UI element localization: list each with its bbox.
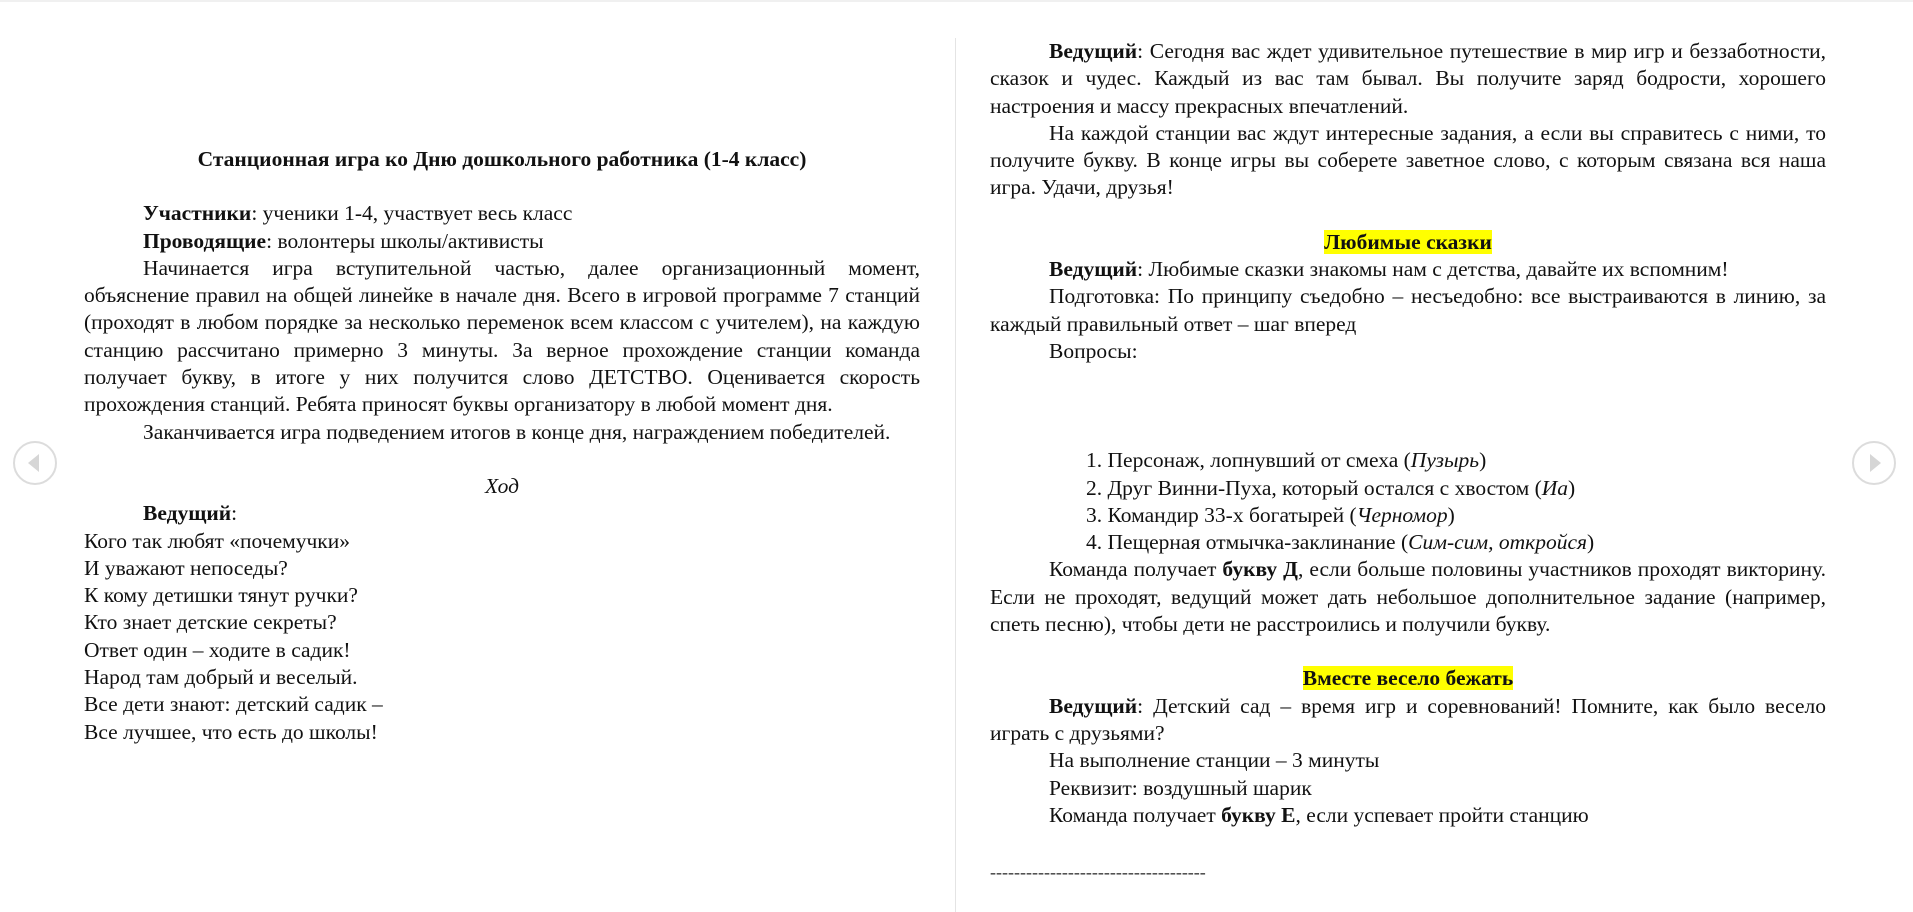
poem — [84, 528, 920, 746]
host-label: Ведущий — [1049, 39, 1138, 63]
list-item — [990, 502, 1826, 529]
result-after: , если успевает пройти станцию — [1295, 802, 1589, 827]
result-letter: букву Д — [1222, 557, 1298, 582]
previous-page-button[interactable] — [13, 441, 57, 485]
station2-host-text: : Детский сад – время игр и соревнований! Помните, как было весело играть с друзьями? — [990, 693, 1826, 745]
station1-questions-list — [990, 447, 1826, 556]
list-item — [990, 529, 1826, 556]
question-close: ) — [1479, 448, 1487, 473]
host-intro-line — [84, 500, 920, 527]
station1-host-text: : Любимые сказки знакомы нам с детства, давайте их вспомним! — [1137, 257, 1729, 282]
participants-line — [84, 200, 920, 227]
question-text: Командир 33-х богатырей ( — [1107, 502, 1357, 527]
section-heading: Ход — [484, 473, 520, 498]
poem-line: Народ там добрый и веселый. — [84, 665, 358, 690]
question-number: 1. — [1086, 448, 1103, 473]
stations-paragraph: На каждой станции вас ждут интересные задания, а если вы справитесь с ними, то получите букву. В конце игры вы соберете заветное слово, с которым связана вся наша игра. Удачи, друзья! — [990, 120, 1826, 200]
station1-questions-label: Вопросы: — [1049, 338, 1138, 363]
station2-props: Реквизит: воздушный шарик — [1049, 775, 1312, 800]
footnote-separator: ------------------------------------ — [990, 862, 1206, 883]
greeting-text: : Сегодня вас ждет удивительное путешествие в мир игр и беззаботности, сказок и чудес. Каждый из вас там бывал. Вы получите заряд бодрости, хорошего настроения и массу прекрасных впечатлений. — [990, 39, 1826, 118]
intro-paragraph: Начинается игра вступительной частью, далее организационный момент, объяснение правил на общей линейке в начале дня. Всего в игровой программе 7 станций (проходят в любом порядке за несколько переменок всем классом с учителем), на каждую станцию рассчитано примерно 3 минуты. За верное прохождение станции команда получает букву, в итоге у них получится слово ДЕТСТВО. Оценивается скорость прохождения станций. Ребята приносят буквы организатору в любой момент дня. — [84, 255, 920, 417]
host-label: Ведущий — [143, 501, 232, 526]
document-title: Станционная игра ко Дню дошкольного работника (1-4 класс) — [197, 147, 807, 171]
question-answer: Иа — [1541, 475, 1569, 500]
question-close: ) — [1447, 502, 1455, 527]
host-colon: : — [231, 501, 238, 526]
station2-host-line — [990, 693, 1826, 748]
question-number: 4. — [1086, 530, 1103, 555]
question-number: 3. — [1086, 502, 1103, 527]
end-paragraph: Заканчивается игра подведением итогов в конце дня, награждением победителей. — [143, 419, 891, 444]
station2-time: На выполнение станции – 3 минуты — [1049, 748, 1380, 773]
station1-heading-line — [990, 229, 1826, 256]
participants-label: Участники — [143, 201, 252, 226]
list-item — [990, 475, 1826, 502]
question-answer: Черномор — [1356, 502, 1448, 527]
station1-host-line — [990, 256, 1826, 283]
poem-line: Все лучшее, что есть до школы! — [84, 719, 378, 744]
station1-result — [990, 556, 1826, 638]
question-text: Пещерная отмычка-заклинание ( — [1107, 530, 1409, 555]
question-text: Друг Винни-Пуха, который остался с хвостом ( — [1107, 475, 1542, 500]
list-item — [990, 447, 1826, 474]
chevron-left-icon — [15, 443, 55, 483]
result-after: , если больше половины участников проходят викторину. Если не проходят, ведущий может дать небольшое дополнительное задание (например, спеть песню), чтобы дети не расстроились и получили букву. — [990, 557, 1826, 637]
result-letter: букву Е — [1221, 802, 1296, 827]
station2-heading: Вместе весело бежать — [1302, 666, 1514, 691]
hosts-text: : волонтеры школы/активисты — [266, 228, 544, 253]
result-before: Команда получает — [1049, 557, 1223, 582]
hosts-line — [84, 228, 920, 255]
right-page — [990, 0, 1826, 912]
poem-line: И уважают непоседы? — [84, 555, 288, 580]
station1-heading: Любимые сказки — [1324, 229, 1492, 254]
next-page-button[interactable] — [1852, 441, 1896, 485]
question-text: Персонаж, лопнувший от смеха ( — [1107, 448, 1411, 473]
poem-line: Ответ один – ходите в садик! — [84, 637, 351, 662]
question-close: ) — [1568, 475, 1576, 500]
question-answer: Пузырь — [1410, 448, 1480, 473]
result-before: Команда получает — [1049, 802, 1222, 827]
host-label: Ведущий — [1049, 257, 1138, 282]
hosts-label: Проводящие — [143, 228, 267, 253]
station1-preparation: Подготовка: По принципу съедобно – несъедобно: все выстраиваются в линию, за каждый правильный ответ – шаг вперед — [990, 284, 1826, 336]
chevron-right-icon — [1854, 443, 1894, 483]
question-close: ) — [1587, 530, 1595, 555]
question-answer: Сим-сим, откройся — [1408, 530, 1587, 555]
station2-result — [990, 802, 1826, 829]
participants-text: : ученики 1-4, участвует весь класс — [251, 201, 573, 226]
station2-heading-line — [990, 665, 1826, 692]
left-page — [84, 0, 920, 912]
host-label: Ведущий — [1049, 693, 1138, 718]
poem-line: Все дети знают: детский садик – — [84, 692, 383, 717]
greeting-paragraph — [990, 38, 1826, 120]
page-divider — [955, 38, 956, 912]
poem-line: Кто знает детские секреты? — [84, 610, 337, 635]
question-number: 2. — [1086, 475, 1103, 500]
poem-line: К кому детишки тянут ручки? — [84, 583, 358, 608]
poem-line: Кого так любят «почемучки» — [84, 528, 350, 553]
